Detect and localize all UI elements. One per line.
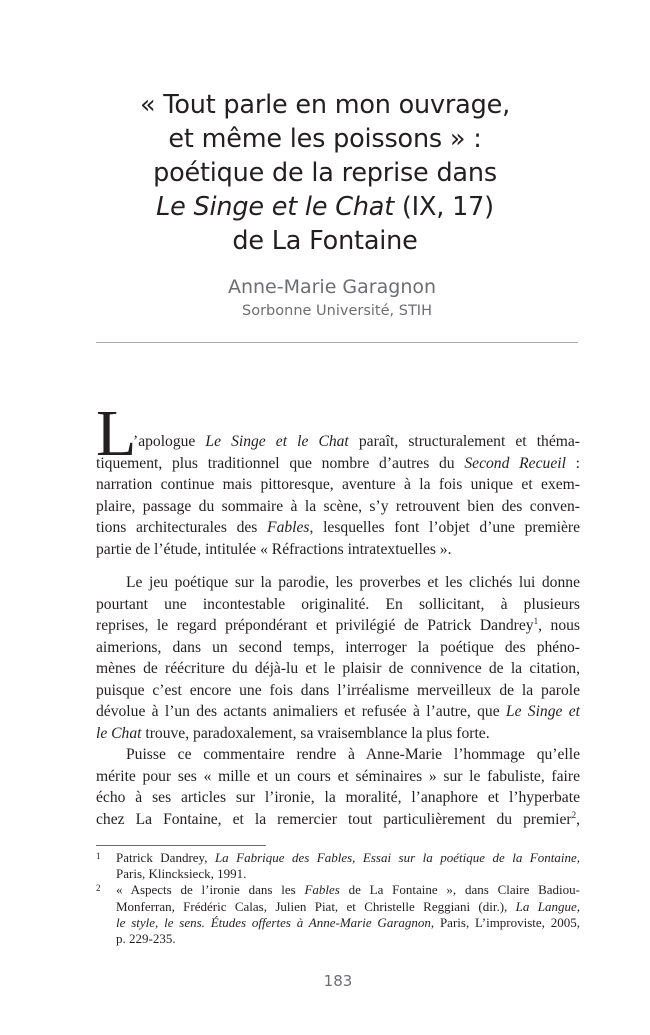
author-affiliation: Sorbonne Université, STIH — [242, 303, 432, 319]
text-line: tiquement, plus traditionnel que nombre d’autres du Second Recueil : — [96, 454, 581, 472]
footnote-line: Patrick Dandrey, La Fabrique des Fables, Essai sur la poétique de la Fontaine, — [116, 850, 580, 865]
footnote-number: 1 — [96, 851, 101, 861]
author-name: Anne-Marie Garagnon — [227, 276, 437, 298]
title-line-5: de La Fontaine — [232, 226, 418, 256]
text-line: tions architecturales des Fables, lesquelles font l’objet d’une première — [96, 519, 580, 536]
footnote-number: 2 — [96, 883, 101, 894]
text-line: plaire, passage du sommaire à la scène, s’y retrouvent bien des conven- — [96, 497, 580, 515]
text-line: mérite pour ses « mille et un cours et séminaires » sur le fabuliste, faire — [96, 767, 580, 785]
footnote-ref-1: 1 — [533, 616, 539, 626]
text-line: Le jeu poétique sur la parodie, les proverbes et les clichés lui donne — [126, 574, 580, 591]
footnote-line: Paris, Klincksieck, 1991. — [116, 866, 247, 882]
paragraph-2 — [96, 572, 580, 744]
text-line: le Chat trouve, paradoxalement, sa vraisemblance la plus forte. — [96, 724, 490, 742]
text-line: pourtant une incontestable originalité. En sollicitant, à plusieurs — [96, 595, 580, 613]
footnote-1 — [96, 850, 580, 882]
page-number: 183 — [323, 972, 353, 990]
paragraph-1 — [96, 431, 580, 560]
text-line: écho à ses articles sur l’ironie, la moralité, l’anaphore et l’hyperbate — [96, 789, 580, 806]
text-line: puisque c’est encore une fois dans l’irréalisme merveilleux de la parole — [96, 681, 580, 699]
text-line: dévolue à l’un des actants animaliers et refusée à l’autre, que Le Singe et — [96, 703, 580, 720]
text-line: partie de l’étude, intitulée « Réfractions intratextuelles ». — [96, 540, 452, 558]
title-work-name: Le Singe et le Chat — [156, 192, 395, 222]
drop-cap: L — [96, 397, 137, 470]
footnote-2 — [96, 882, 580, 947]
text-line: narration continue mais pittoresque, aventure à la fois unique et exem- — [96, 476, 580, 493]
text-line: aimerions, dans un second temps, interroger la poétique des phéno- — [96, 638, 580, 656]
text-line: ’apologue Le Singe et le Chat paraît, structuralement et théma- — [133, 433, 580, 450]
title-line-4 — [60, 190, 590, 224]
footnote-rule — [96, 845, 266, 846]
footnote-ref-2: 2 — [571, 809, 577, 820]
title-line-2: et même les poissons » : — [168, 124, 482, 154]
title-work-ref: (IX, 17) — [394, 192, 494, 222]
article-title — [60, 88, 590, 258]
title-divider — [96, 342, 578, 343]
title-line-1: « Tout parle en mon ouvrage, — [139, 90, 510, 120]
text-line: reprises, le regard prépondérant et privilégié de Patrick Dandrey$^1$, nous — [96, 616, 580, 634]
text-line: mènes de réécriture du déjà-lu et le plaisir de connivence de la citation, — [96, 660, 580, 677]
footnotes — [96, 850, 580, 947]
footnote-line: p. 229-235. — [116, 931, 176, 947]
footnote-line: Monferran, Frédéric Calas, Julien Piat, et Christelle Reggiani (dir.), La Langue, — [116, 898, 580, 914]
paragraph-3 — [96, 744, 580, 830]
footnote-line: le style, le sens. Études offertes à Anne-Marie Garagnon, Paris, L’improviste, 2005, — [116, 914, 580, 930]
text-line: Puisse ce commentaire rendre à Anne-Marie l’hommage qu’elle — [126, 746, 580, 763]
text-line: chez La Fontaine, et la remercier tout particulièrement du premier$^2$, — [96, 809, 580, 828]
footnote-line: « Aspects de l’ironie dans les Fables de La Fontaine », dans Claire Badiou- — [116, 882, 580, 898]
title-line-3: poétique de la reprise dans — [153, 158, 497, 188]
